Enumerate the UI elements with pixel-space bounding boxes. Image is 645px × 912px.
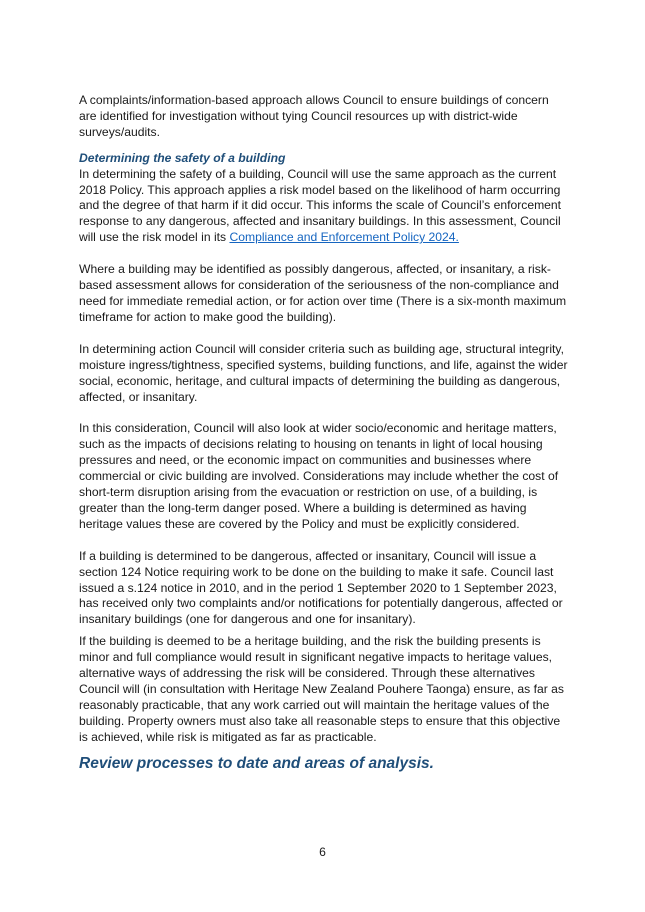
paragraph-section-124: If a building is determined to be dangerous, affected or insanitary, Council will issue a section 124 Notice requiring work to be done on the building to make it safe. Council last issued a s.124 notice in 2010, and in the period 1 September 2020 to 1 September 2023, has received only two complaints and/or notifications for potentially dangerous, affected or insanitary buildings (one for dangerous and one for insanitary).: [79, 548, 563, 627]
paragraph-heritage: If the building is deemed to be a heritage building, and the risk the building presents is minor and full compliance would result in significant negative impacts to heritage values, alternative ways of addressing the risk will be considered. Through these alternatives Council will (in consultation with Heritage New Zealand Pouhere Taonga) ensure, as far as reasonably practicable, that any work carried out will maintain the heritage values of the building. Property owners must also take all reasonable steps to ensure that this objective is achieved, while risk is mitigated as far as practicable.: [79, 634, 564, 744]
page-number: 6: [319, 845, 326, 859]
heading-determining-safety: Determining the safety of a building: [79, 150, 286, 165]
paragraph-determining-safety: [79, 167, 569, 247]
paragraph-determining-safety-text: In determining the safety of a building, Council will use the same approach as the current 2018 Policy. This approach applies a risk model based on the likelihood of harm occurring and the degree of that harm if it did occur. This informs the scale of Council’s enforcement response to any dangerous, affected and insanitary buildings. In this assessment, Council will use the risk model in its: [79, 166, 562, 245]
paragraph-action-criteria: In determining action Council will consider criteria such as building age, structural integrity, moisture ingress/tightness, specified systems, building functions, and life, against the wider social, economic, heritage, and cultural impacts of determining the building as dangerous, affected, or insanitary.: [79, 341, 568, 404]
paragraph-risk-assessment: Where a building may be identified as possibly dangerous, affected, or insanitary, a risk-based assessment allows for consideration of the seriousness of the non-compliance and need for immediate remedial action, or for action over time (There is a six-month maximum timeframe for action to make good the building).: [79, 262, 567, 324]
paragraph-complaints-approach: A complaints/information-based approach allows Council to ensure buildings of concern are identified for investigation without tying Council resources up with district-wide surveys/audits.: [79, 93, 549, 139]
document-body: [79, 93, 569, 774]
compliance-policy-link[interactable]: Compliance and Enforcement Policy 2024.: [229, 230, 459, 245]
paragraph-socio-economic: In this consideration, Council will also look at wider socio/economic and heritage matters, such as the impacts of decisions relating to housing on tenants in light of local housing pressures and need, or the economic impact on communities and businesses where commercial or civic building are involved. Considerations may include whether the cost of short-term disruption arising from the evacuation or restriction on use, of a building, is greater than the long-term danger posed. Where a building is determined as having heritage values these are covered by the Policy and must be explicitly considered.: [79, 421, 559, 531]
heading-review-processes: Review processes to date and areas of analysis.: [79, 754, 434, 772]
